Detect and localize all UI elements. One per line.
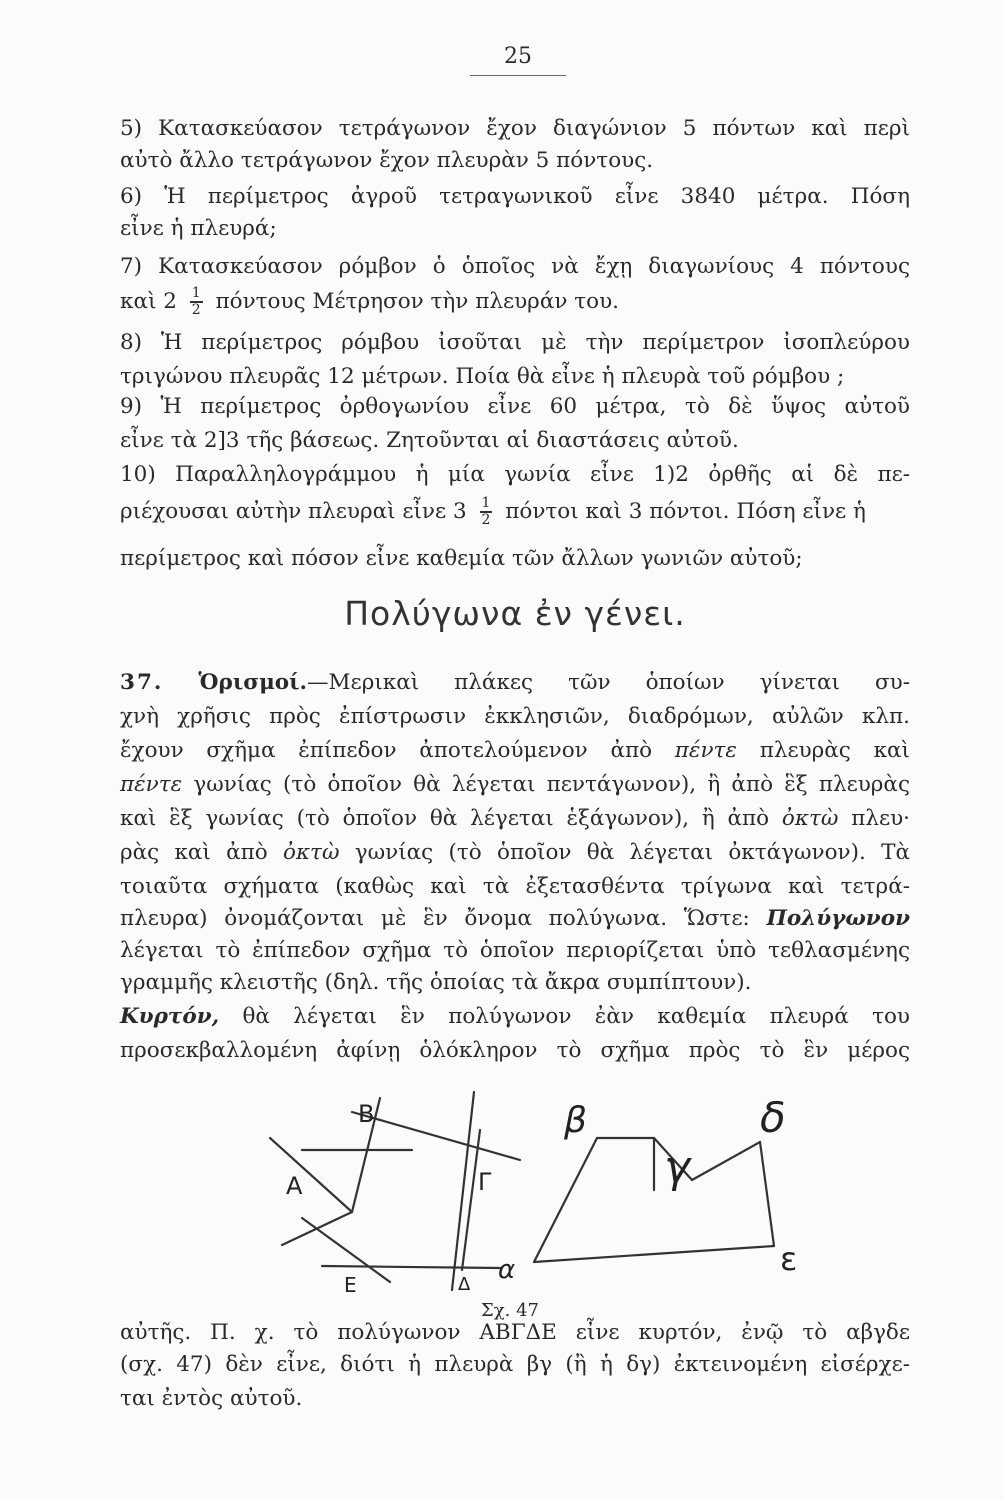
page-number: 25 — [470, 44, 566, 76]
emphasis-okto-2: ὀκτὼ — [283, 840, 340, 865]
exercise-5-line-2: αὐτὸ ἄλλο τετράγωνον ἔχον πλευρὰν 5 πόντους. — [120, 148, 654, 173]
definitions-line-2: χνὴ χρῆσις πρὸς ἐπίστρωσιν ἐκκλησιῶν, διαδρόμων, αὐλῶν κλπ. — [120, 704, 910, 729]
definitions-text-8: πλευρα) ὀνομάζονται μὲ ἓν ὄνομα πολύγωνα. Ὥστε: — [120, 906, 750, 931]
definitions-text-5b: πλευ· — [851, 806, 910, 831]
definitions-text-4: γωνίας (τὸ ὁποῖον θὰ λέγεται πεντάγωνον), ἢ ἀπὸ ἓξ πλευρὰς — [193, 772, 910, 797]
line-ep-lower — [760, 1142, 774, 1246]
exercise-10-line-2 — [120, 496, 910, 528]
label-G: Γ — [478, 1168, 492, 1196]
fraction-numerator: 1 — [191, 285, 201, 301]
closing-line-1: αὐτῆς. Π. χ. τὸ πολύγωνον ΑΒΓΔΕ εἶνε κυρτόν, ἐνῷ τὸ αβγδε — [120, 1320, 910, 1345]
line-de-lower — [692, 1142, 760, 1180]
definitions-line-9: λέγεται τὸ ἐπίπεδον σχῆμα τὸ ὁποῖον περιορίζεται ὑπὸ τεθλασμένης — [120, 938, 910, 963]
exercise-6-line-2: εἶνε ἡ πλευρά; — [120, 216, 277, 241]
exercise-10-text-a: ριέχουσαι αὐτὴν πλευραὶ εἶνε 3 — [120, 499, 467, 524]
label-D: Δ — [458, 1274, 471, 1295]
exercise-8-line-1: 8) Ἡ περίμετρος ρόμβου ἰσοῦται μὲ τὴν περίμετρον ἰσοπλεύρου — [120, 330, 910, 355]
definitions-text-6a: ρὰς καὶ ἀπὸ — [120, 840, 268, 865]
definitions-line-1 — [120, 668, 910, 698]
definitions-line-10: γραμμῆς κλειστῆς (δηλ. τῆς ὁποίας τὰ ἄκρα συμπίπτουν). — [120, 970, 752, 995]
label-d: δ — [760, 1093, 786, 1142]
exercise-9-line-1: 9) Ἡ περίμετρος ὀρθογωνίου εἶνε 60 μέτρα, τὸ δὲ ὕψος αὐτοῦ — [120, 394, 910, 419]
definitions-line-12: προσεκβαλλομένη ἀφίνῃ ὁλόκληρον τὸ σχῆμα πρὸς τὸ ἓν μέρος — [120, 1038, 910, 1063]
figure-caption: Σχ. 47 — [481, 1300, 539, 1321]
exercise-9-line-2: εἶνε τὰ 2]3 τῆς βάσεως. Ζητοῦνται αἱ διαστάσεις αὐτοῦ. — [120, 428, 739, 453]
emphasis-pente-2: πέντε — [120, 772, 183, 797]
closing-line-2: (σχ. 47) δὲν εἶνε, διότι ἡ πλευρὰ βγ (ἢ ἡ δγ) ἐκτεινομένη εἰσέρχε- — [120, 1352, 910, 1377]
line-ea-lower — [534, 1246, 774, 1262]
exercise-7-line-1: 7) Κατασκεύασον ρόμβον ὁ ὁποῖος νὰ ἔχῃ διαγωνίους 4 πόντους — [120, 254, 910, 279]
fraction-numerator-2: 1 — [481, 495, 491, 511]
emphasis-okto: ὀκτὼ — [781, 806, 839, 831]
definitions-line-7: τοιαῦτα σχήματα (καθὼς καὶ τὰ ἐξετασθέντα τρίγωνα καὶ τετρά- — [120, 874, 910, 899]
exercise-7-line-2 — [120, 286, 910, 318]
exercise-7-text-b: πόντους Μέτρησον τὴν πλευράν του. — [215, 289, 619, 314]
section-number: 37. — [120, 670, 164, 695]
label-A: Α — [286, 1172, 303, 1200]
label-B: Β — [358, 1100, 375, 1128]
definitions-text-5a: καὶ ἓξ γωνίας (τὸ ὁποῖον θὰ λέγεται ἑξάγωνον), ἢ ἀπὸ — [120, 806, 770, 831]
closing-line-3: ται ἐντὸς αὐτοῦ. — [120, 1386, 303, 1411]
definitions-line-3 — [120, 736, 910, 766]
emphasis-kyrton: Κυρτόν, — [120, 1004, 220, 1029]
definitions-text-1: —Μερικαὶ πλάκες τῶν ὁποίων γίνεται συ- — [307, 670, 910, 695]
label-b: β — [564, 1100, 587, 1141]
line-ab-lower — [534, 1138, 597, 1262]
label-e: ε — [780, 1240, 798, 1278]
exercise-10-line-1: 10) Παραλληλογράμμου ἡ μία γωνία εἶνε 1)2 ὀρθῆς αἱ δὲ πε- — [120, 462, 910, 487]
definitions-line-6 — [120, 838, 910, 868]
exercise-10-text-b: πόντοι καὶ 3 πόντοι. Πόση εἶνε ἡ — [505, 499, 866, 524]
label-E: Ε — [344, 1273, 357, 1297]
label-g: γ — [664, 1142, 691, 1193]
definitions-line-4 — [120, 770, 910, 800]
emphasis-pente: πέντε — [674, 738, 737, 763]
exercise-8-line-2: τριγώνου πλευρᾶς 12 μέτρων. Ποία θὰ εἶνε ἡ πλευρὰ τοῦ ρόμβου ; — [120, 364, 845, 389]
emphasis-polygonon: Πολύγωνον — [766, 906, 910, 931]
section-title: Ὁρισμοί. — [198, 670, 308, 695]
definitions-text-3a: ἔχουν σχῆμα ἐπίπεδον ἀποτελούμενον ἀπὸ — [120, 738, 653, 763]
line-gd-inner — [462, 1130, 480, 1270]
definitions-text-11: θὰ λέγεται ἓν πολύγωνον ἐὰν καθεμία πλευρά του — [242, 1004, 910, 1029]
exercise-5-line-1: 5) Κατασκεύασον τετράγωνον ἔχον διαγώνιον 5 πόντων καὶ περὶ — [120, 116, 910, 141]
label-a: α — [498, 1255, 516, 1285]
exercise-10-line-3: περίμετρος καὶ πόσον εἶνε καθεμία τῶν ἄλλων γωνιῶν αὐτοῦ; — [120, 546, 803, 571]
definitions-text-6b: γωνίας (τὸ ὁποῖον θὰ λέγεται ὀκτάγωνον). Τὰ — [354, 840, 910, 865]
section-heading: Πολύγωνα ἐν γένει. — [344, 594, 686, 633]
line-bg — [352, 1112, 520, 1160]
exercise-6-line-1: 6) Ἡ περίμετρος ἀγροῦ τετραγωνικοῦ εἶνε 3840 μέτρα. Πόση — [120, 184, 910, 209]
definitions-text-3b: πλευρὰς καὶ — [759, 738, 910, 763]
definitions-line-11 — [120, 1002, 910, 1032]
fraction-one-half — [190, 286, 203, 318]
definitions-line-8 — [120, 904, 910, 934]
fraction-one-half-2 — [480, 496, 493, 528]
line-de — [322, 1266, 500, 1268]
figure-47 — [262, 1090, 822, 1300]
definitions-line-5 — [120, 804, 910, 834]
fraction-denominator: 2 — [191, 302, 201, 318]
fraction-denominator-2: 2 — [481, 512, 491, 528]
exercise-7-text-a: καὶ 2 — [120, 289, 177, 314]
